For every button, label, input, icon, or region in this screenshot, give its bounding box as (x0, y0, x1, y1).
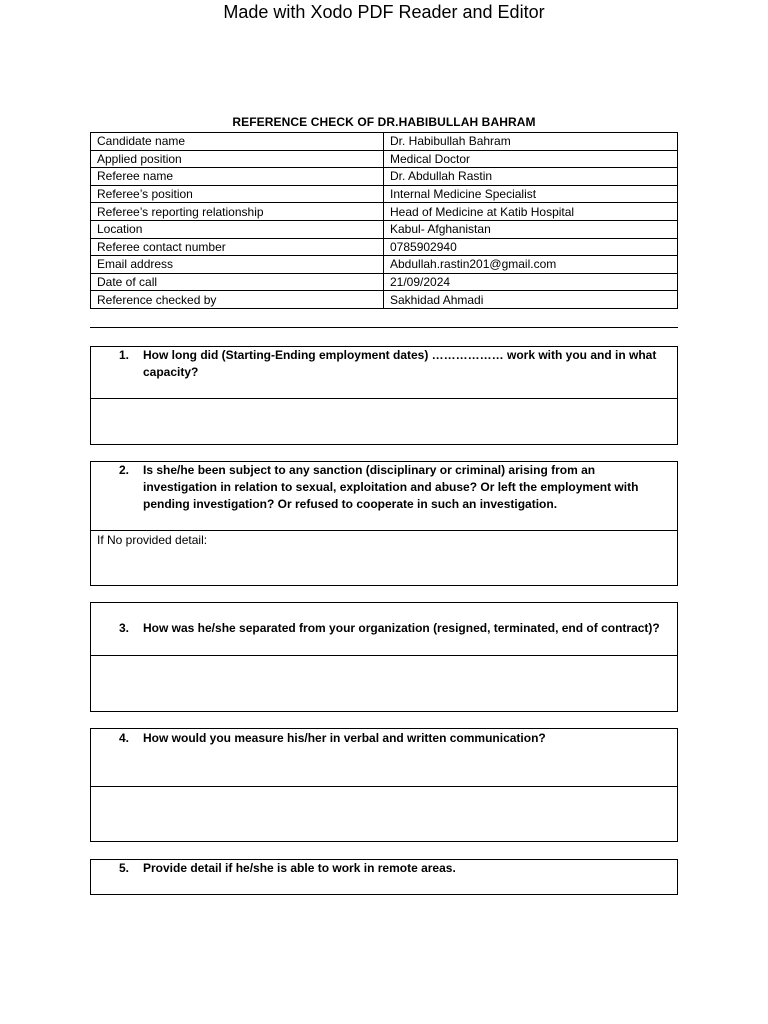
table-row (91, 150, 678, 168)
question-header (91, 347, 677, 399)
question-number: 4. (119, 731, 130, 745)
row-value: 21/09/2024 (384, 273, 678, 291)
table-row (91, 185, 678, 203)
document-title: REFERENCE CHECK OF DR.HABIBULLAH BAHRAM (232, 115, 536, 129)
table-row (91, 220, 678, 238)
row-value: Medical Doctor (384, 150, 678, 168)
table-row (91, 203, 678, 221)
row-label: Referee’s reporting relationship (91, 203, 384, 221)
row-label: Reference checked by (91, 291, 384, 309)
row-value: Dr. Habibullah Bahram (384, 133, 678, 151)
row-value: Head of Medicine at Katib Hospital (384, 203, 678, 221)
table-row (91, 256, 678, 274)
row-value: Kabul- Afghanistan (384, 220, 678, 238)
row-label: Date of call (91, 273, 384, 291)
answer-text: If No provided detail: (97, 533, 208, 547)
question-header (91, 603, 677, 656)
row-label: Referee contact number (91, 238, 384, 256)
answer-area[interactable] (91, 531, 677, 585)
table-row (91, 168, 678, 186)
question-box-1 (90, 346, 678, 445)
question-header (91, 860, 677, 894)
answer-area[interactable] (91, 787, 677, 841)
table-row (91, 133, 678, 151)
table-row (91, 273, 678, 291)
table-row (91, 238, 678, 256)
question-text: How long did (Starting-Ending employment dates) ……………… work with you and in what capacity? (143, 348, 657, 379)
question-number: 3. (119, 621, 130, 635)
question-text: How would you measure his/her in verbal and written communication? (143, 731, 546, 745)
answer-area[interactable] (91, 656, 677, 711)
question-number: 2. (119, 463, 130, 477)
row-value: Dr. Abdullah Rastin (384, 168, 678, 186)
row-label: Referee name (91, 168, 384, 186)
row-label: Applied position (91, 150, 384, 168)
xodo-watermark: Made with Xodo PDF Reader and Editor (223, 2, 545, 22)
row-value: Internal Medicine Specialist (384, 185, 678, 203)
row-label: Email address (91, 256, 384, 274)
row-label: Candidate name (91, 133, 384, 151)
question-text: How was he/she separated from your organization (resigned, terminated, end of contract)? (143, 621, 660, 635)
question-text: Provide detail if he/she is able to work in remote areas. (143, 861, 456, 875)
question-text: Is she/he been subject to any sanction (disciplinary or criminal) arising from an investigation in relation to sexual, exploitation and abuse? Or left the employment with pending investigation? Or refused to cooperate in such an investigation. (143, 463, 639, 511)
question-header (91, 729, 677, 787)
answer-area[interactable] (91, 399, 677, 444)
question-header (91, 462, 677, 531)
question-box-3 (90, 602, 678, 712)
question-number: 5. (119, 861, 130, 875)
row-value: Abdullah.rastin201@gmail.com (384, 256, 678, 274)
row-value: 0785902940 (384, 238, 678, 256)
reference-info-table (90, 132, 678, 309)
question-box-5 (90, 859, 678, 895)
row-label: Referee’s position (91, 185, 384, 203)
section-divider (90, 327, 678, 328)
question-box-4 (90, 728, 678, 842)
row-label: Location (91, 220, 384, 238)
question-box-2 (90, 461, 678, 586)
question-number: 1. (119, 348, 130, 362)
row-value: Sakhidad Ahmadi (384, 291, 678, 309)
table-row (91, 291, 678, 309)
